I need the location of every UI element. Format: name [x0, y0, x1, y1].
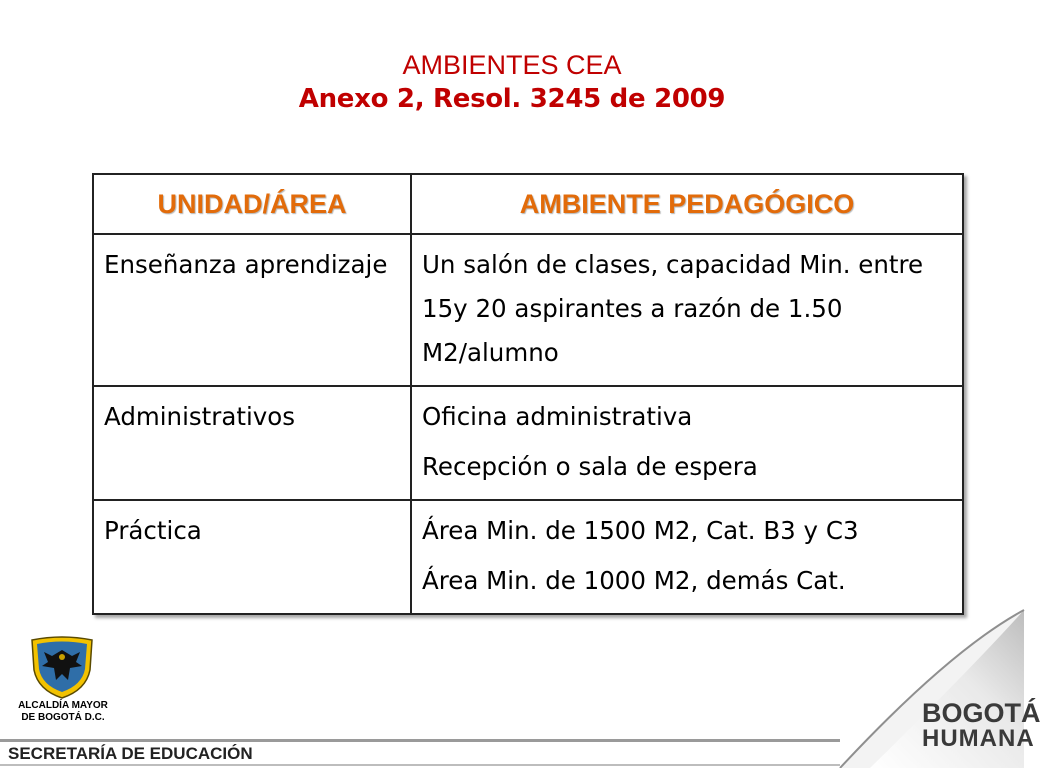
footer-divider-bottom: [0, 764, 840, 766]
table-cell-unit: [93, 386, 411, 500]
alcaldia-line: DE BOGOTÁ D.C.: [21, 712, 105, 723]
table-header-row: [93, 174, 963, 234]
bogota-shield-icon: [26, 636, 98, 700]
table-cell-unit: [93, 234, 411, 386]
alcaldia-label: [8, 700, 118, 724]
cell-text: Recepción o sala de espera: [422, 452, 758, 481]
cell-text: Práctica: [104, 516, 202, 545]
cell-text: Área Min. de 1500 M2, Cat. B3 y C3: [422, 516, 859, 545]
table-row: [93, 234, 963, 386]
cell-text: Oficina administrativa: [422, 402, 693, 431]
logo-text-humana: HUMANA: [922, 725, 1035, 752]
table-cell-ambient: [411, 234, 963, 386]
title-block: [0, 48, 1024, 116]
column-header-unidad: UNIDAD/ÁREA: [93, 174, 411, 234]
page-title: AMBIENTES CEA: [402, 50, 622, 80]
column-header-ambiente: AMBIENTE PEDAGÓGICO: [411, 174, 963, 234]
cell-text: Administrativos: [104, 402, 296, 431]
page-subtitle: Anexo 2, Resol. 3245 de 2009: [298, 84, 726, 114]
cell-text: Un salón de clases, capacidad Min. entre 15y 20 aspirantes a razón de 1.50 M2/alumno: [422, 250, 924, 367]
footer-divider: [0, 739, 840, 742]
cell-text: Área Min. de 1000 M2, demás Cat.: [422, 566, 846, 595]
table-row: [93, 500, 963, 614]
cell-text: Enseñanza aprendizaje: [104, 250, 388, 279]
logo-text-bogota: BOGOTÁ: [922, 698, 1041, 728]
table-cell-unit: [93, 500, 411, 614]
table-cell-ambient: [411, 500, 963, 614]
secretaria-label: SECRETARÍA DE EDUCACIÓN: [8, 744, 253, 763]
alcaldia-line: ALCALDÍA MAYOR: [18, 700, 108, 711]
table-cell-ambient: [411, 386, 963, 500]
table-row: [93, 386, 963, 500]
bogota-humana-logo: [922, 698, 1041, 752]
ambientes-table: [92, 173, 964, 615]
